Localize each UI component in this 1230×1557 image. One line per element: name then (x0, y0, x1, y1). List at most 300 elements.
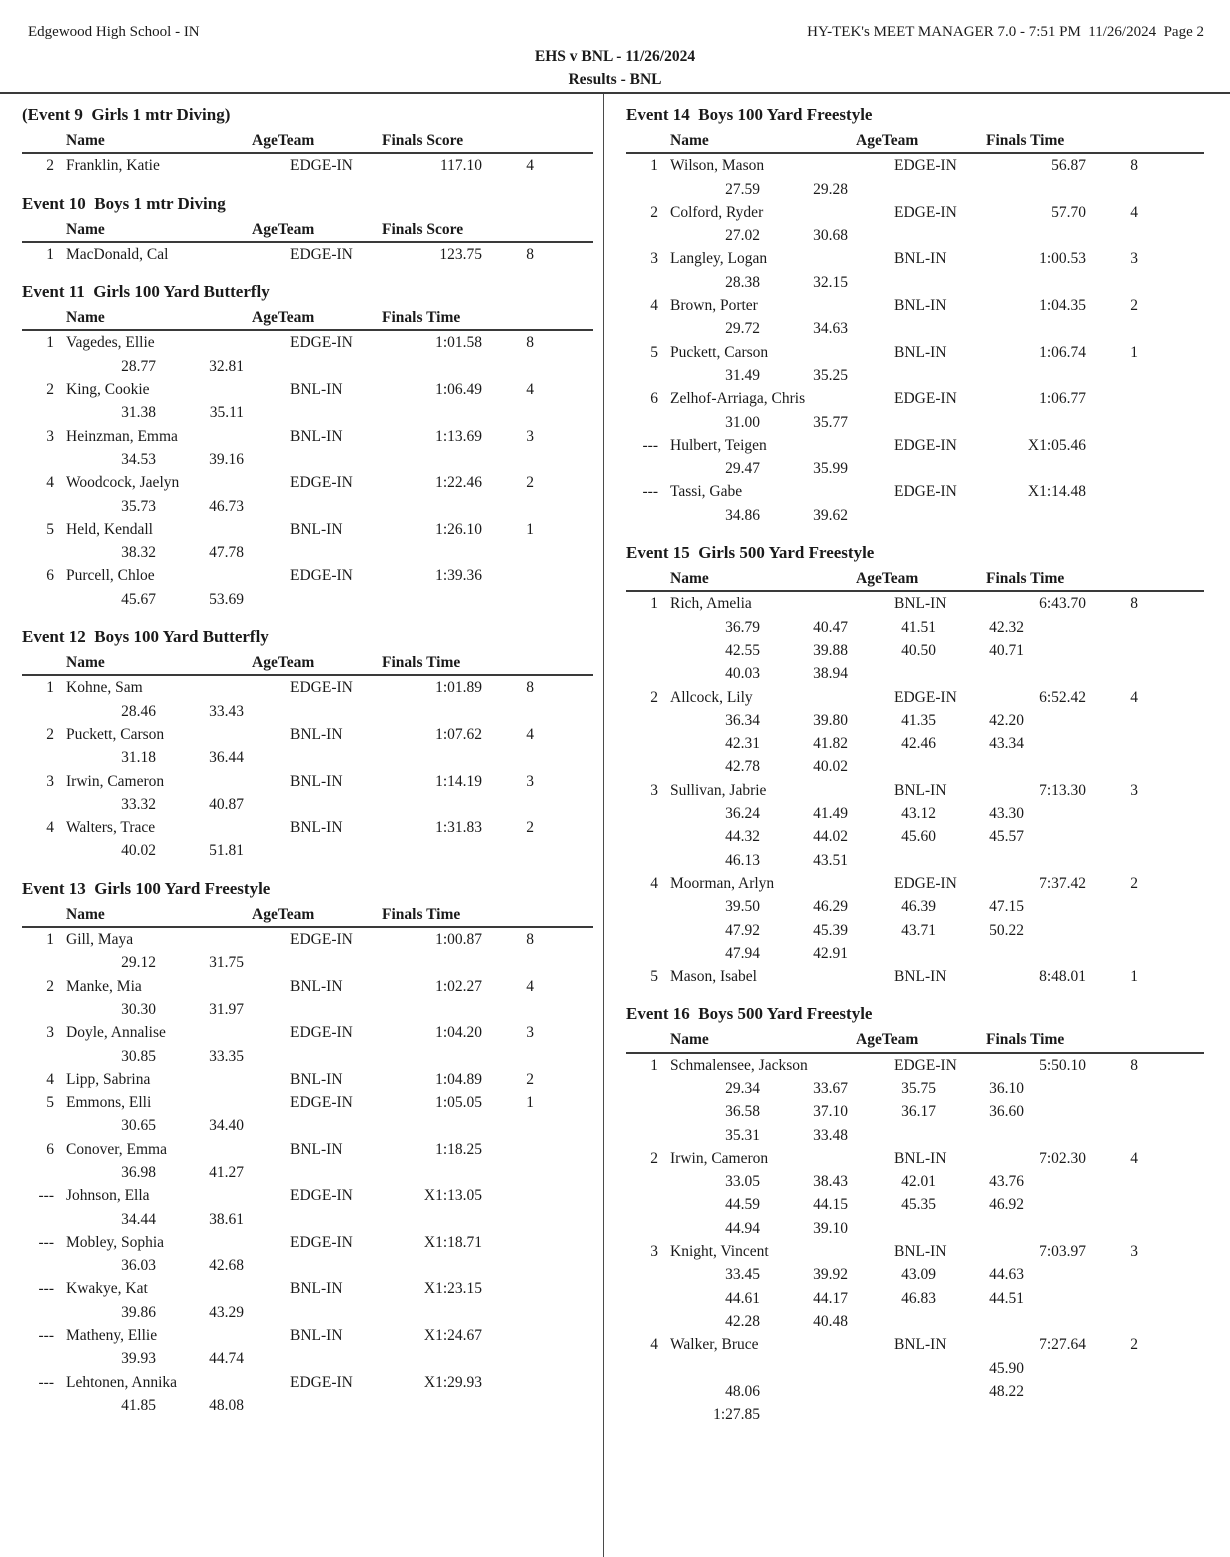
splits-row (626, 1217, 1204, 1240)
splits-row (626, 271, 1204, 294)
split-cell: 36.98 (121, 1163, 156, 1181)
split-cell: 45.60 (901, 828, 936, 846)
split-cell: 45.67 (121, 590, 156, 608)
splits-row (626, 849, 1204, 872)
split-cell: 34.40 (209, 1117, 244, 1135)
result-row (626, 779, 1204, 802)
header-result-label: Finals Time (382, 654, 461, 672)
team-cell: EDGE-IN (290, 1187, 353, 1205)
place-cell: 1 (46, 679, 54, 697)
header-ageteam-label: AgeTeam (856, 1031, 919, 1049)
splits-row (626, 662, 1204, 685)
split-cell: 41.51 (901, 618, 936, 636)
finals-cell: X1:24.67 (423, 1327, 482, 1345)
split-cell: 38.43 (813, 1173, 848, 1191)
split-cell: 31.97 (209, 1000, 244, 1018)
team-cell: EDGE-IN (290, 334, 353, 352)
place-cell: 5 (46, 520, 54, 538)
swimmer-name: King, Cookie (66, 381, 150, 399)
swimmer-name: Puckett, Carson (670, 343, 769, 361)
split-cell: 39.93 (121, 1350, 156, 1368)
split-cell: 32.81 (209, 357, 244, 375)
team-cell: EDGE-IN (894, 203, 957, 221)
result-row (22, 975, 593, 998)
splits-row (626, 709, 1204, 732)
split-cell: 34.86 (725, 506, 760, 524)
header-ageteam-label: AgeTeam (252, 132, 315, 149)
swimmer-name: Lehtonen, Annika (66, 1373, 178, 1391)
finals-cell: 1:06.49 (435, 381, 482, 399)
points-cell: 8 (1130, 157, 1138, 175)
split-cell: 34.53 (121, 450, 156, 468)
split-cell: 29.72 (725, 320, 760, 338)
split-cell: 46.39 (901, 898, 936, 916)
header-result-label: Finals Time (382, 309, 461, 327)
split-cell: 43.34 (989, 735, 1024, 753)
split-cell: 46.83 (901, 1289, 936, 1307)
splits-row (22, 495, 593, 518)
splits-row (22, 588, 593, 611)
swimmer-name: Irwin, Cameron (66, 772, 165, 790)
points-cell (1086, 387, 1138, 410)
team-cell: BNL-IN (894, 1336, 947, 1354)
finals-cell: 1:06.77 (1039, 390, 1086, 408)
finals-cell: 1:18.25 (435, 1140, 482, 1158)
splits-row (626, 504, 1204, 527)
team-cell: EDGE-IN (290, 1373, 353, 1391)
splits-row (626, 732, 1204, 755)
splits-row (626, 616, 1204, 639)
team-cell: BNL-IN (290, 819, 343, 837)
team-cell: EDGE-IN (894, 688, 957, 706)
result-row (22, 1184, 593, 1207)
team-cell: BNL-IN (290, 1327, 343, 1345)
split-cell: 31.18 (121, 749, 156, 767)
result-row (22, 816, 593, 839)
split-cell: 46.73 (209, 497, 244, 515)
result-row (22, 1277, 593, 1300)
split-cell: 43.29 (209, 1303, 244, 1321)
result-row (22, 378, 593, 401)
finals-cell: 56.87 (1051, 157, 1086, 175)
points-cell (482, 564, 534, 587)
team-cell: BNL-IN (894, 781, 947, 799)
splits-row (22, 1045, 593, 1068)
results-header (626, 567, 1204, 592)
splits-row (22, 951, 593, 974)
finals-cell: X1:18.71 (423, 1233, 482, 1251)
splits-row (626, 755, 1204, 778)
swimmer-name: Rich, Amelia (670, 595, 752, 613)
swimmer-name: Kwakye, Kat (66, 1280, 148, 1298)
points-cell (1086, 434, 1138, 457)
splits-row (626, 895, 1204, 918)
place-cell: 4 (46, 819, 54, 837)
split-cell: 45.90 (989, 1359, 1024, 1377)
points-cell: 2 (526, 474, 534, 492)
header-spacer (626, 1028, 670, 1051)
split-cell: 39.92 (813, 1266, 848, 1284)
split-cell: 31.75 (209, 954, 244, 972)
split-cell: 33.43 (209, 702, 244, 720)
place-cell: 2 (650, 1149, 658, 1167)
results-header (626, 129, 1204, 154)
team-cell: BNL-IN (894, 595, 947, 613)
swimmer-name: Emmons, Elli (66, 1094, 152, 1112)
points-cell: 8 (526, 334, 534, 352)
place-cell: 2 (650, 688, 658, 706)
place-cell: 3 (46, 427, 54, 445)
points-cell (482, 1184, 534, 1207)
points-cell: 3 (1130, 1243, 1138, 1261)
split-cell: 30.30 (121, 1000, 156, 1018)
points-cell: 8 (1130, 1056, 1138, 1074)
split-cell: 46.92 (989, 1196, 1024, 1214)
points-cell: 4 (526, 725, 534, 743)
split-cell: 46.29 (813, 898, 848, 916)
result-row (22, 331, 593, 354)
header-name-label: Name (66, 132, 105, 149)
result-row (626, 294, 1204, 317)
split-cell: 45.35 (901, 1196, 936, 1214)
swimmer-name: Colford, Ryder (670, 203, 764, 221)
finals-cell: X1:23.15 (423, 1280, 482, 1298)
event-section (22, 611, 593, 863)
split-cell: 35.25 (813, 366, 848, 384)
header-ageteam-label: AgeTeam (856, 132, 919, 149)
split-cell: 33.48 (813, 1126, 848, 1144)
result-row (626, 1333, 1204, 1356)
swimmer-name: Puckett, Carson (66, 725, 165, 743)
place-cell: 1 (46, 245, 54, 263)
swimmer-name: Tassi, Gabe (670, 483, 743, 501)
result-row (626, 1147, 1204, 1170)
split-cell: 31.49 (725, 366, 760, 384)
result-row (626, 480, 1204, 503)
header-result-label: Finals Time (986, 132, 1065, 149)
points-cell (482, 1277, 534, 1300)
place-cell: 1 (46, 931, 54, 949)
generator-info: HY-TEK's MEET MANAGER 7.0 - 7:51 PM 11/26/2024 Page 2 (807, 24, 1204, 40)
split-cell: 33.05 (725, 1173, 760, 1191)
header-spacer (22, 903, 66, 926)
header-result-label: Finals Score (382, 220, 464, 238)
split-cell: 44.74 (209, 1350, 244, 1368)
swimmer-name: Walker, Bruce (670, 1336, 759, 1354)
team-cell: BNL-IN (894, 1149, 947, 1167)
split-cell: 46.13 (725, 851, 760, 869)
team-cell: BNL-IN (894, 297, 947, 315)
finals-cell: 1:04.89 (435, 1070, 482, 1088)
swimmer-name: Moorman, Arlyn (670, 874, 775, 892)
split-cell: 33.32 (121, 795, 156, 813)
event-title: Event 14 Boys 100 Yard Freestyle (626, 105, 873, 124)
team-cell: EDGE-IN (290, 245, 353, 263)
split-cell: 44.61 (725, 1289, 760, 1307)
split-cell: 29.34 (725, 1079, 760, 1097)
header-result-label: Finals Time (986, 570, 1065, 588)
split-cell: 48.22 (989, 1382, 1024, 1400)
results-header (22, 129, 593, 154)
team-cell: EDGE-IN (894, 390, 957, 408)
split-cell: 41.27 (209, 1163, 244, 1181)
split-cell: 43.12 (901, 805, 936, 823)
event-title: Event 11 Girls 100 Yard Butterfly (22, 282, 270, 302)
result-row (626, 247, 1204, 270)
points-cell: 3 (1130, 781, 1138, 799)
event-title: Event 10 Boys 1 mtr Diving (22, 193, 226, 213)
splits-row (22, 839, 593, 862)
split-cell: 41.82 (813, 735, 848, 753)
splits-row (626, 1100, 1204, 1123)
result-row (626, 154, 1204, 177)
points-cell: 2 (1130, 297, 1138, 315)
split-cell: 53.69 (209, 590, 244, 608)
result-row (22, 1138, 593, 1161)
split-cell: 45.57 (989, 828, 1024, 846)
points-cell: 4 (1130, 203, 1138, 221)
event-section (626, 527, 1204, 988)
place-cell: 3 (46, 772, 54, 790)
split-cell: 38.94 (813, 665, 848, 683)
split-cell: 33.35 (209, 1047, 244, 1065)
split-cell: 44.94 (725, 1219, 760, 1237)
swimmer-name: Walters, Trace (66, 819, 156, 837)
points-cell: 3 (526, 427, 534, 445)
points-cell (482, 1138, 534, 1161)
place-cell: --- (642, 436, 658, 454)
splits-row (626, 825, 1204, 848)
split-cell: 38.61 (209, 1210, 244, 1228)
points-cell: 1 (1130, 968, 1138, 986)
split-cell: 44.17 (813, 1289, 848, 1307)
swimmer-name: Langley, Logan (670, 250, 768, 268)
result-row (22, 1091, 593, 1114)
team-cell: EDGE-IN (290, 1024, 353, 1042)
team-cell: BNL-IN (894, 968, 947, 986)
event-title: Event 15 Girls 500 Yard Freestyle (626, 543, 875, 563)
splits-row (22, 448, 593, 471)
result-row (626, 387, 1204, 410)
team-cell: BNL-IN (894, 1243, 947, 1261)
header-spacer (22, 651, 66, 674)
split-cell: 42.46 (901, 735, 936, 753)
result-row (22, 154, 593, 177)
place-cell: --- (38, 1327, 54, 1345)
split-cell: 27.59 (725, 180, 760, 198)
result-row (626, 201, 1204, 224)
header-name-label: Name (66, 905, 105, 923)
finals-cell: X1:14.48 (1027, 483, 1086, 501)
event-title: Event 12 Boys 100 Yard Butterfly (22, 627, 269, 647)
results-label: Results - BNL (568, 71, 662, 88)
points-cell: 4 (1130, 1149, 1138, 1167)
place-cell: 3 (650, 1243, 658, 1261)
finals-cell: 1:04.35 (1039, 297, 1086, 315)
swimmer-name: Gill, Maya (66, 931, 134, 949)
points-cell: 4 (526, 977, 534, 995)
school-name: Edgewood High School - IN (28, 24, 200, 40)
swimmer-name: Allcock, Lily (670, 688, 753, 706)
result-row (626, 341, 1204, 364)
points-cell: 2 (526, 1070, 534, 1088)
split-cell: 38.32 (121, 544, 156, 562)
results-header (22, 306, 593, 331)
event-section (22, 178, 593, 267)
points-cell: 3 (526, 772, 534, 790)
event-title: Event 13 Girls 100 Yard Freestyle (22, 878, 271, 898)
split-cell: 40.48 (813, 1312, 848, 1330)
split-cell: 43.30 (989, 805, 1024, 823)
split-cell: 40.87 (209, 795, 244, 813)
split-cell: 43.51 (813, 851, 848, 869)
splits-row (626, 919, 1204, 942)
place-cell: 2 (46, 977, 54, 995)
points-cell: 4 (1130, 688, 1138, 706)
split-cell: 39.80 (813, 711, 848, 729)
finals-cell: X1:13.05 (423, 1187, 482, 1205)
finals-cell: X1:29.93 (423, 1373, 482, 1391)
points-cell (1086, 480, 1138, 503)
result-row (22, 928, 593, 951)
team-cell: EDGE-IN (894, 874, 957, 892)
split-cell: 48.06 (725, 1382, 760, 1400)
split-cell: 30.65 (121, 1117, 156, 1135)
team-cell: BNL-IN (290, 977, 343, 995)
splits-row (626, 317, 1204, 340)
place-cell: 2 (650, 203, 658, 221)
splits-row (626, 1263, 1204, 1286)
place-cell: 2 (46, 381, 54, 399)
split-cell: 42.32 (989, 618, 1024, 636)
finals-cell: 7:27.64 (1039, 1336, 1086, 1354)
result-row (22, 1324, 593, 1347)
splits-row (626, 1380, 1204, 1403)
team-cell: BNL-IN (290, 1280, 343, 1298)
splits-row (22, 700, 593, 723)
points-cell: 1 (526, 1094, 534, 1112)
split-cell: 44.63 (989, 1266, 1024, 1284)
split-cell: 36.44 (209, 749, 244, 767)
splits-row (626, 1310, 1204, 1333)
column-right (604, 94, 1230, 1557)
result-row (626, 1054, 1204, 1077)
header-spacer (626, 129, 670, 152)
results-header (22, 218, 593, 243)
meet-title: EHS v BNL - 11/26/2024 (534, 48, 696, 65)
finals-cell: 7:37.42 (1039, 874, 1086, 892)
swimmer-name: Held, Kendall (66, 520, 153, 538)
results-header (22, 903, 593, 928)
result-row (22, 1231, 593, 1254)
team-cell: EDGE-IN (290, 157, 353, 175)
place-cell: --- (642, 483, 658, 501)
points-cell: 4 (526, 157, 534, 175)
place-cell: 2 (46, 725, 54, 743)
finals-cell: 1:00.87 (435, 931, 482, 949)
split-cell: 43.76 (989, 1173, 1024, 1191)
header-spacer (22, 129, 66, 152)
team-cell: EDGE-IN (290, 1233, 353, 1251)
split-cell: 36.34 (725, 711, 760, 729)
finals-cell: 1:00.53 (1039, 250, 1086, 268)
header-ageteam-label: AgeTeam (252, 654, 315, 672)
team-cell: BNL-IN (894, 343, 947, 361)
team-cell: BNL-IN (290, 520, 343, 538)
team-cell: EDGE-IN (290, 567, 353, 585)
points-cell: 8 (526, 245, 534, 263)
swimmer-name: Brown, Porter (670, 297, 758, 315)
splits-row (22, 1208, 593, 1231)
splits-row (626, 639, 1204, 662)
header-name-label: Name (670, 570, 709, 588)
points-cell: 4 (526, 381, 534, 399)
team-cell: EDGE-IN (894, 157, 957, 175)
header-spacer (626, 567, 670, 590)
split-cell: 36.79 (725, 618, 760, 636)
points-cell: 1 (1130, 343, 1138, 361)
team-cell: BNL-IN (290, 1070, 343, 1088)
header-ageteam-label: AgeTeam (252, 905, 315, 923)
split-cell: 27.02 (725, 227, 760, 245)
split-cell: 35.11 (209, 404, 244, 422)
split-cell: 35.75 (901, 1079, 936, 1097)
split-cell: 42.20 (989, 711, 1024, 729)
team-cell: EDGE-IN (894, 436, 957, 454)
splits-row (22, 746, 593, 769)
split-cell: 44.02 (813, 828, 848, 846)
splits-row (22, 541, 593, 564)
finals-cell: 1:04.20 (435, 1024, 482, 1042)
split-cell: 40.02 (121, 842, 156, 860)
split-cell: 42.78 (725, 758, 760, 776)
place-cell: 4 (46, 1070, 54, 1088)
split-cell: 42.28 (725, 1312, 760, 1330)
splits-row (22, 401, 593, 424)
split-cell: 37.10 (813, 1103, 848, 1121)
split-cell: 40.71 (989, 641, 1024, 659)
place-cell: 3 (650, 781, 658, 799)
split-cell: 40.03 (725, 665, 760, 683)
finals-cell: 57.70 (1051, 203, 1086, 221)
place-cell: 6 (46, 567, 54, 585)
finals-cell: 6:43.70 (1039, 595, 1086, 613)
finals-cell: X1:05.46 (1027, 436, 1086, 454)
split-cell: 1:27.85 (713, 1406, 760, 1424)
finals-cell: 1:26.10 (435, 520, 482, 538)
team-cell: EDGE-IN (290, 931, 353, 949)
split-cell: 36.24 (725, 805, 760, 823)
result-row (22, 1068, 593, 1091)
header-name-label: Name (670, 132, 709, 149)
swimmer-name: Purcell, Chloe (66, 567, 155, 585)
split-cell: 43.09 (901, 1266, 936, 1284)
header-spacer (22, 306, 66, 329)
team-cell: BNL-IN (290, 1140, 343, 1158)
header-result-label: Finals Time (382, 905, 461, 923)
splits-row (626, 1170, 1204, 1193)
results-columns (0, 94, 1230, 1557)
splits-row (626, 942, 1204, 965)
split-cell: 36.58 (725, 1103, 760, 1121)
splits-row (22, 998, 593, 1021)
finals-cell: 1:31.83 (435, 819, 482, 837)
split-cell: 44.51 (989, 1289, 1024, 1307)
split-cell: 41.85 (121, 1396, 156, 1414)
results-header (626, 1028, 1204, 1053)
finals-cell: 1:02.27 (435, 977, 482, 995)
split-cell: 47.15 (989, 898, 1024, 916)
